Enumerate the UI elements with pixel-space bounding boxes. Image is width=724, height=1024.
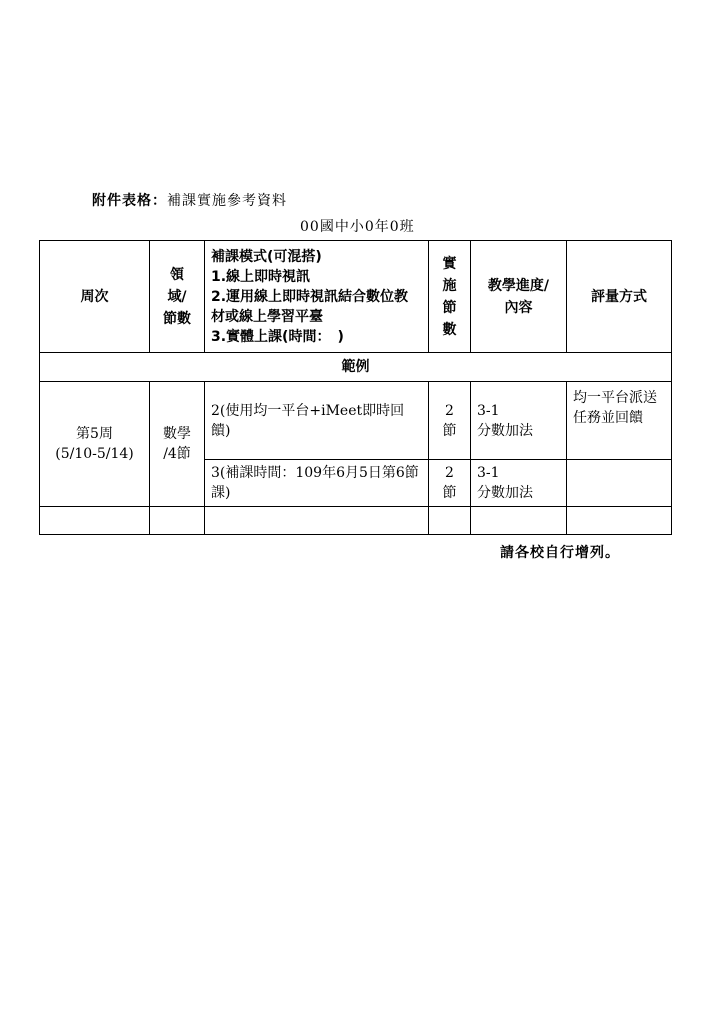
periods-unit: 節	[442, 422, 457, 439]
header-mode-title: 補課模式(可混搭)	[211, 248, 322, 265]
empty-cell	[471, 507, 567, 535]
empty-cell	[40, 507, 150, 535]
progress-content: 分數加法	[477, 422, 533, 439]
empty-cell	[429, 507, 471, 535]
example-week-range: (5/10-5/14)	[55, 446, 134, 462]
header-mode	[205, 241, 429, 353]
section-label: 範例	[40, 353, 672, 382]
example-periods	[429, 382, 471, 460]
progress-content: 分數加法	[477, 485, 533, 501]
example-week	[40, 382, 150, 507]
example-mode: 3(補課時間：109年6月5日第6節課)	[205, 460, 429, 507]
progress-code: 3-1	[477, 465, 500, 481]
example-mode: 2(使用均一平台+iMeet即時回饋)	[205, 382, 429, 460]
header-progress-text: 教學進度/內容	[487, 277, 550, 316]
example-periods	[429, 460, 471, 507]
empty-cell	[150, 507, 205, 535]
header-periods-text: 實施節數	[442, 255, 457, 338]
attachment-title-text: 補課實施參考資料	[167, 193, 287, 209]
example-progress	[471, 460, 567, 507]
empty-cell	[205, 507, 429, 535]
header-mode-1: 1.線上即時視訊	[211, 268, 311, 285]
table-row	[40, 382, 672, 460]
header-mode-2: 2.運用線上即時視訊結合數位教材或線上學習平臺	[211, 288, 409, 325]
header-domain	[150, 241, 205, 353]
section-row	[40, 353, 672, 382]
table-row-empty	[40, 507, 672, 535]
header-mode-3: 3.實體上課(時間： )	[211, 328, 344, 345]
attachment-title	[92, 190, 287, 210]
example-progress	[471, 382, 567, 460]
header-periods	[429, 241, 471, 353]
progress-code: 3-1	[477, 402, 500, 419]
header-progress	[471, 241, 567, 353]
header-assessment: 評量方式	[567, 241, 672, 353]
table-header-row	[40, 241, 672, 353]
footer-note: 請各校自行增列。	[500, 545, 620, 561]
periods-number: 2	[445, 402, 454, 419]
header-week: 周次	[40, 241, 150, 353]
attachment-title-label: 附件表格：	[92, 193, 167, 209]
periods-number: 2	[445, 465, 454, 481]
example-week-label: 第5周	[76, 426, 113, 442]
example-domain	[150, 382, 205, 507]
empty-cell	[567, 507, 672, 535]
header-domain-text: 領域/節數	[163, 266, 191, 327]
periods-unit: 節	[442, 485, 457, 501]
make-up-class-table	[39, 240, 672, 535]
example-domain-periods: /4節	[163, 446, 191, 462]
example-assessment: 均一平台派送任務並回饋	[567, 382, 672, 460]
example-assessment	[567, 460, 672, 507]
example-domain-subject: 數學	[163, 426, 191, 442]
class-title: 00國中小0年0班	[300, 219, 415, 235]
